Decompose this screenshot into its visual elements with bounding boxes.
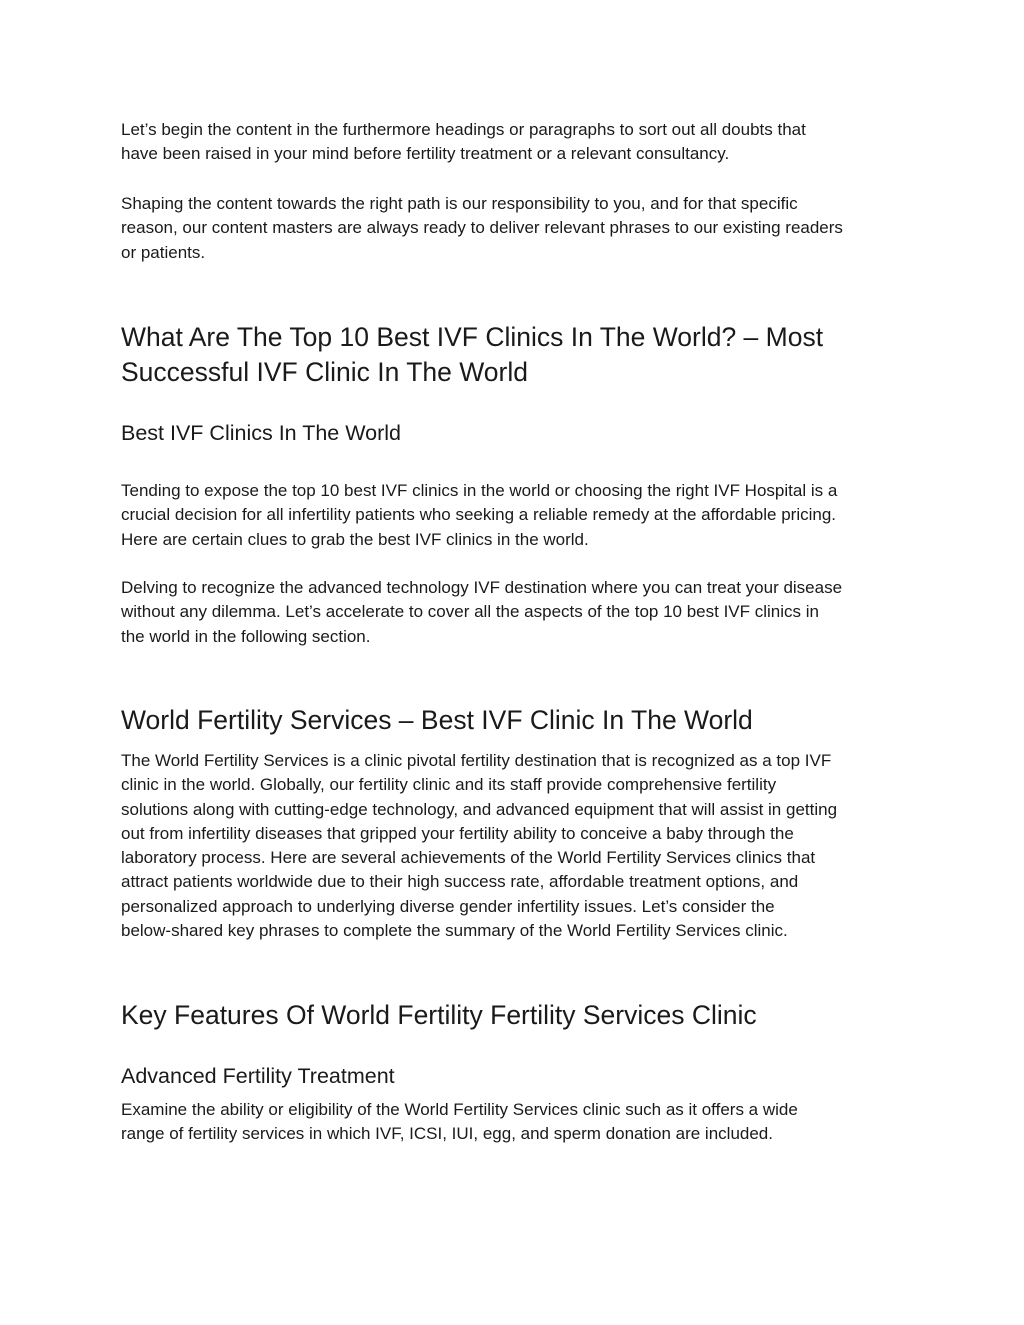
features-paragraph: Examine the ability or eligibility of the World Fertility Services clinic such as it offers a wide range of fertility services in which IVF, ICSI, IUI, egg, and sperm donation are included. xyxy=(121,1100,798,1144)
wfs-paragraph: The World Fertility Services is a clinic pivotal fertility destination that is recognized as a top IVF clinic in the world. Globally, our fertility clinic and its staff provide comprehensive fertility solutions along with cutting-edge technology, and advanced equipment that will assist in getting out from infertility diseases that gripped your fertility ability to conceive a baby through the laboratory process. Here are several achievements of the World Fertility Services clinics that attract patients worldwide due to their high success rate, affordable treatment options, and personalized approach to underlying diverse gender infertility issues. Let’s consider the below-shared key phrases to complete the summary of the World Fertility Services clinic. xyxy=(121,751,838,941)
wfs-heading: World Fertility Services – Best IVF Clinic In The World xyxy=(121,705,753,735)
intro-paragraph-1: Let’s begin the content in the furthermore headings or paragraphs to sort out all doubts that have been raised in your mind before fertility treatment or a relevant consultancy. xyxy=(121,120,806,164)
features-subheading: Advanced Fertility Treatment xyxy=(121,1064,395,1088)
features-heading: Key Features Of World Fertility Fertility Services Clinic xyxy=(121,1000,757,1030)
top10-paragraph-2: Delving to recognize the advanced technology IVF destination where you can treat your disease without any dilemma. Let’s accelerate to cover all the aspects of the top 10 best IVF clinics in the world in the following section. xyxy=(121,578,843,646)
intro-paragraph-2: Shaping the content towards the right path is our responsibility to you, and for that specific reason, our content masters are always ready to deliver relevant phrases to our existing readers or patients. xyxy=(121,194,843,262)
top10-paragraph-1: Tending to expose the top 10 best IVF clinics in the world or choosing the right IVF Hospital is a crucial decision for all infertility patients who seeking a reliable remedy at the affordable pricing. Here are certain clues to grab the best IVF clinics in the world. xyxy=(121,481,838,549)
top10-subheading: Best IVF Clinics In The World xyxy=(121,421,401,445)
top10-heading: What Are The Top 10 Best IVF Clinics In The World? – Most Successful IVF Clinic In The World xyxy=(121,322,824,387)
